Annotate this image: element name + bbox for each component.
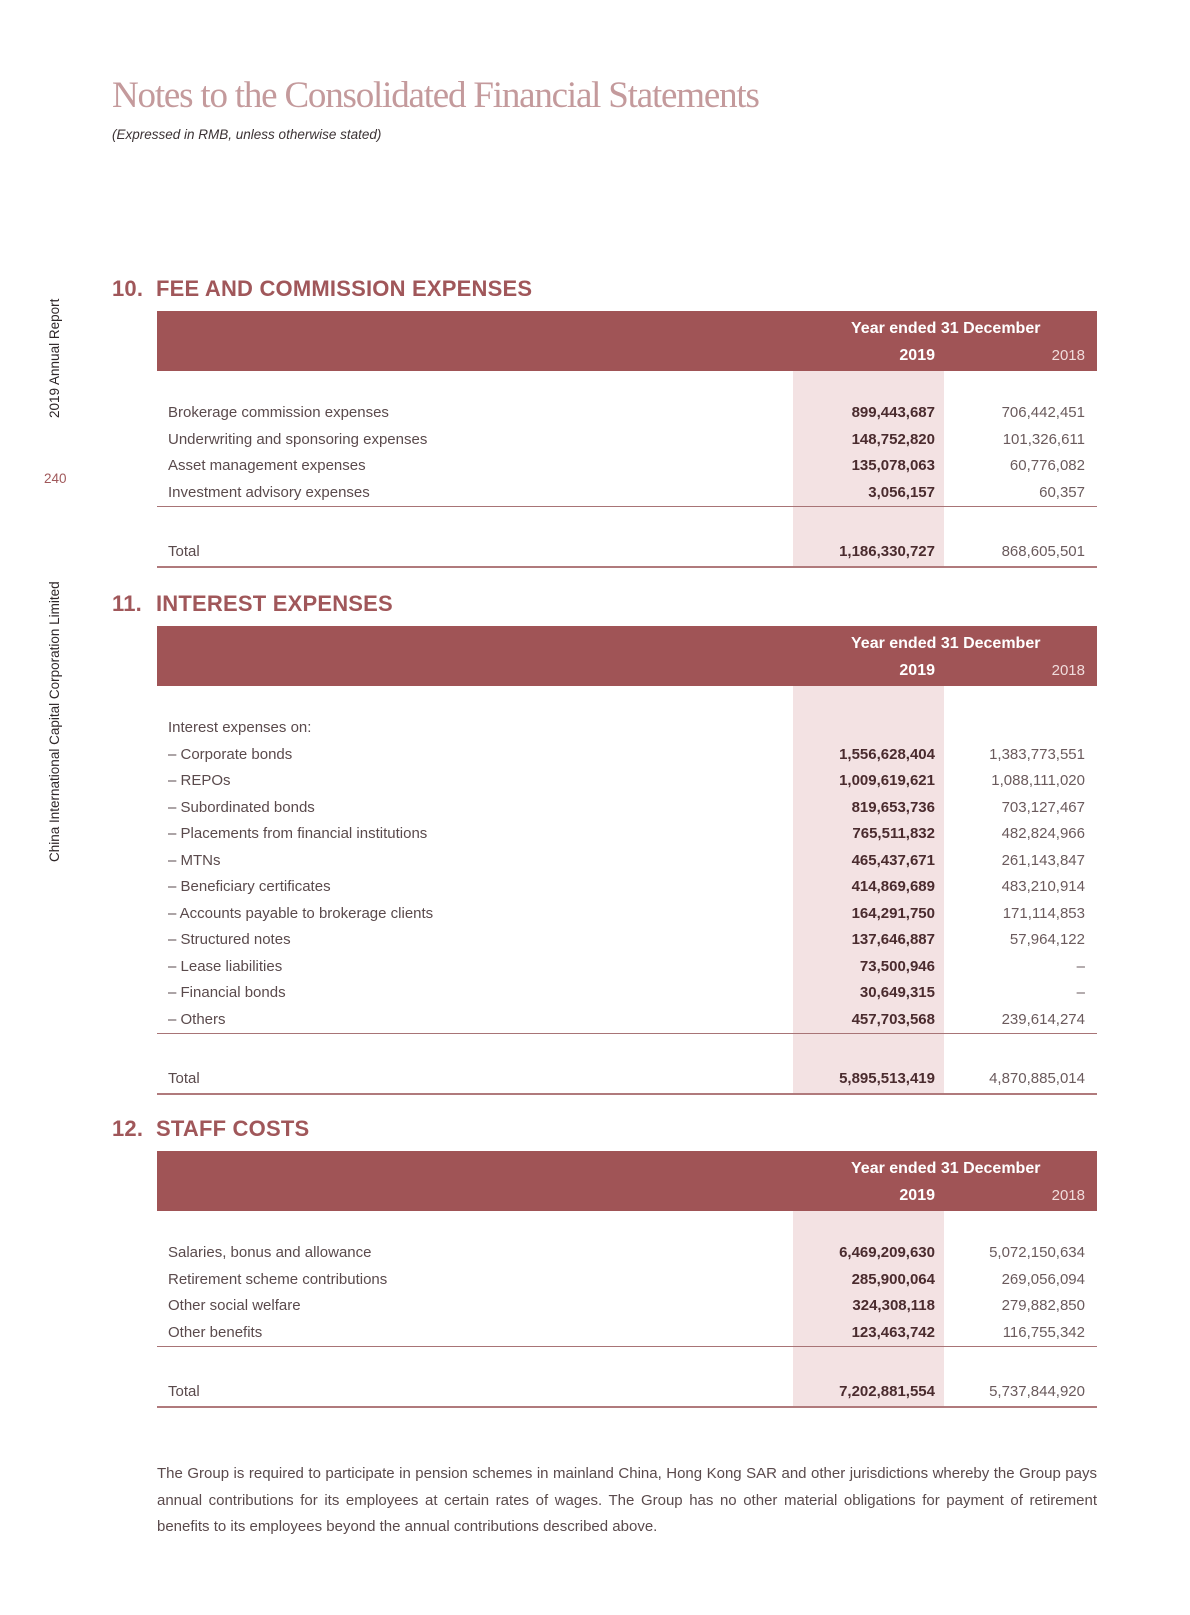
table-row: [157, 768, 1097, 795]
value-2019: 30,649,315: [859, 984, 935, 1001]
table-row: [157, 427, 1097, 454]
row-label: Underwriting and sponsoring expenses: [168, 430, 428, 448]
column-2019: 2019: [899, 1187, 935, 1204]
value-2018: 5,072,150,634: [989, 1244, 1085, 1261]
table-row: [157, 927, 1097, 954]
section-heading-interest-expenses: [112, 591, 393, 617]
value-2019: 148,752,820: [851, 430, 935, 448]
row-label: – Others: [168, 1010, 226, 1028]
value-2019: 457,703,568: [851, 1010, 935, 1028]
page-title: Notes to the Consolidated Financial Statements: [112, 75, 759, 116]
value-2019: 123,463,742: [851, 1323, 935, 1341]
table-body: [157, 686, 1097, 1093]
value-2019: 414,869,689: [851, 878, 935, 895]
subtotal-rule: [157, 1033, 1097, 1034]
row-label: – MTNs: [168, 851, 221, 869]
value-2019: 3,056,157: [868, 483, 935, 501]
table-row: [157, 453, 1097, 480]
section-number: 12.: [112, 1116, 144, 1141]
value-2019: 1,009,619,621: [839, 772, 935, 789]
table-header: [157, 626, 1097, 686]
value-2019: 765,511,832: [852, 825, 935, 842]
value-2019: 324,308,118: [852, 1297, 935, 1314]
row-label: Other benefits: [168, 1323, 263, 1341]
column-2019: 2019: [899, 662, 935, 679]
row-label: – Placements from financial institutions: [168, 825, 428, 842]
row-label: – Structured notes: [168, 931, 291, 948]
column-2019: 2019: [899, 347, 935, 364]
table-row: [157, 980, 1097, 1007]
value-2019: 6,469,209,630: [839, 1244, 935, 1261]
total-rule: [157, 1093, 1097, 1095]
column-2018: 2018: [1051, 662, 1085, 679]
table-row: [157, 1240, 1097, 1267]
value-2018: –: [1076, 984, 1085, 1001]
row-label: – Corporate bonds: [168, 745, 293, 763]
value-2018: 483,210,914: [1001, 878, 1085, 895]
table-row: [157, 742, 1097, 769]
section-heading-fee-commission: [112, 276, 532, 302]
table-row: [157, 1293, 1097, 1320]
value-2018: 482,824,966: [1001, 825, 1085, 842]
page-subtitle: (Expressed in RMB, unless otherwise stated): [112, 127, 382, 142]
table-row-intro: [157, 715, 1097, 742]
row-label: Salaries, bonus and allowance: [168, 1244, 372, 1261]
row-label: Asset management expenses: [168, 457, 366, 474]
side-company-label: China International Capital Corporation Limited: [47, 581, 62, 862]
subtotal-rule: [157, 1346, 1097, 1347]
row-label: – Financial bonds: [168, 984, 286, 1001]
total-2019: 7,202,881,554: [839, 1383, 935, 1400]
table-body: [157, 371, 1097, 566]
total-2018: 4,870,885,014: [989, 1070, 1085, 1087]
row-label: – Beneficiary certificates: [168, 878, 331, 895]
row-label: Total: [168, 1070, 200, 1087]
value-2019: 1,556,628,404: [839, 745, 935, 763]
value-2018: 60,776,082: [1009, 457, 1085, 474]
staff-costs-table: [157, 1151, 1097, 1408]
row-label: Other social welfare: [168, 1297, 301, 1314]
row-label: Investment advisory expenses: [168, 483, 370, 501]
value-2018: –: [1076, 957, 1085, 975]
row-label: – REPOs: [168, 772, 231, 789]
total-2018: 868,605,501: [1001, 543, 1085, 560]
pension-footnote: The Group is required to participate in pension schemes in mainland China, Hong Kong SAR and other jurisdictions whereby the Group pays annual contributions for its employees at certain rates of wages. The Group has no other material obligations for payment of retirement benefits to its employees beyond the annual contributions described above.: [157, 1465, 1097, 1535]
value-2019: 135,078,063: [851, 457, 935, 474]
total-row: [157, 1066, 1097, 1093]
table-header: [157, 311, 1097, 371]
value-2018: 279,882,850: [1001, 1297, 1085, 1314]
side-report-label: 2019 Annual Report: [47, 298, 62, 418]
value-2019: 164,291,750: [851, 904, 935, 922]
value-2018: 101,326,611: [1002, 430, 1085, 448]
table-row: [157, 848, 1097, 875]
row-label: – Accounts payable to brokerage clients: [168, 904, 434, 922]
value-2019: 285,900,064: [851, 1270, 935, 1288]
total-2018: 5,737,844,920: [989, 1383, 1085, 1400]
section-number: 10.: [112, 276, 144, 301]
value-2018: 703,127,467: [1001, 798, 1085, 816]
total-row: [157, 1379, 1097, 1406]
value-2019: 137,646,887: [851, 931, 935, 948]
section-title: STAFF COSTS: [156, 1116, 310, 1141]
period-label: Year ended 31 December: [851, 1160, 1041, 1177]
total-rule: [157, 566, 1097, 568]
table-row: [157, 480, 1097, 507]
period-label: Year ended 31 December: [851, 635, 1041, 652]
value-2019: 465,437,671: [851, 851, 935, 869]
table-row: [157, 795, 1097, 822]
table-row: [157, 1320, 1097, 1347]
table-row: [157, 821, 1097, 848]
total-rule: [157, 1406, 1097, 1408]
row-label: Brokerage commission expenses: [168, 404, 389, 421]
value-2018: 269,056,094: [1001, 1270, 1085, 1288]
table-row: [157, 954, 1097, 981]
value-2019: 899,443,687: [851, 404, 935, 421]
row-label: – Lease liabilities: [168, 957, 283, 975]
total-2019: 5,895,513,419: [839, 1070, 935, 1087]
column-2018: 2018: [1051, 1187, 1085, 1204]
table-header: [157, 1151, 1097, 1211]
value-2019: 73,500,946: [859, 957, 935, 975]
column-2018: 2018: [1051, 347, 1085, 364]
row-label: Total: [168, 543, 200, 560]
table-row: [157, 1007, 1097, 1034]
row-label: Interest expenses on:: [168, 719, 312, 736]
table-row: [157, 1267, 1097, 1294]
row-label: – Subordinated bonds: [168, 798, 315, 816]
value-2018: 116,755,342: [1002, 1323, 1085, 1341]
table-body: [157, 1211, 1097, 1406]
value-2018: 239,614,274: [1001, 1010, 1085, 1028]
section-number: 11.: [112, 591, 142, 616]
value-2018: 261,143,847: [1001, 851, 1085, 869]
row-label: Total: [168, 1383, 200, 1400]
value-2018: 1,088,111,020: [991, 772, 1085, 789]
subtotal-rule: [157, 506, 1097, 507]
table-row: [157, 400, 1097, 427]
section-title: INTEREST EXPENSES: [156, 591, 393, 616]
row-label: Retirement scheme contributions: [168, 1270, 388, 1288]
interest-expenses-table: [157, 626, 1097, 1095]
page-number: 240: [44, 471, 67, 486]
section-title: FEE AND COMMISSION EXPENSES: [156, 276, 533, 301]
period-label: Year ended 31 December: [851, 320, 1041, 337]
total-row: [157, 539, 1097, 566]
value-2018: 1,383,773,551: [989, 745, 1085, 763]
table-row: [157, 874, 1097, 901]
value-2018: 57,964,122: [1009, 931, 1085, 948]
table-row: [157, 901, 1097, 928]
value-2019: 819,653,736: [851, 798, 935, 816]
value-2018: 171,114,853: [1002, 904, 1085, 922]
section-heading-staff-costs: [112, 1116, 309, 1142]
total-2019: 1,186,330,727: [839, 543, 935, 560]
value-2018: 60,357: [1039, 483, 1085, 501]
value-2018: 706,442,451: [1001, 404, 1085, 421]
fee-commission-table: [157, 311, 1097, 568]
